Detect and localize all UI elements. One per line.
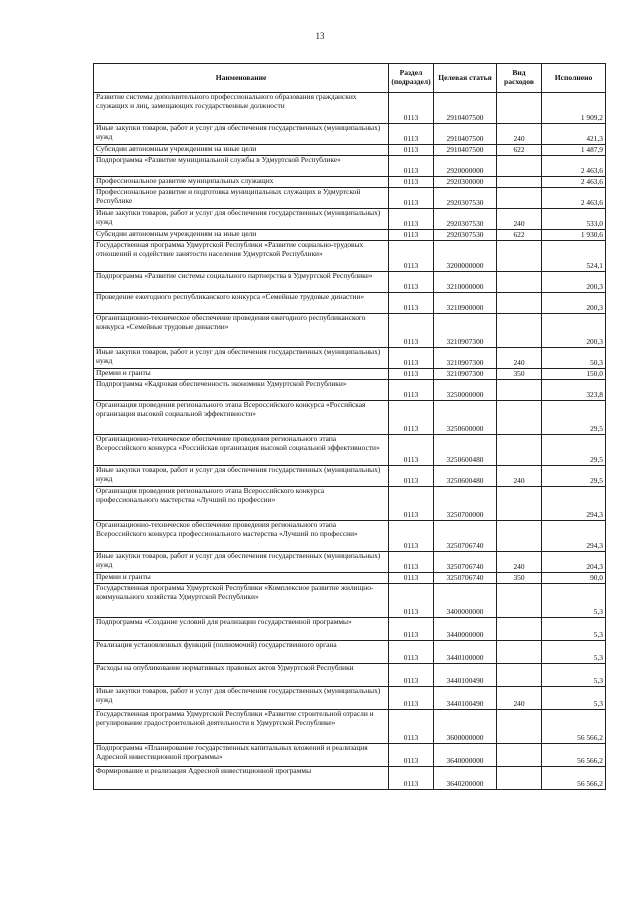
cell-executed: 5,3 bbox=[542, 618, 606, 641]
cell-executed: 5,3 bbox=[542, 641, 606, 664]
table-body bbox=[94, 93, 606, 790]
cell-executed: 1 909,2 bbox=[542, 93, 606, 124]
table-row bbox=[94, 188, 606, 209]
cell-article: 3210900000 bbox=[434, 293, 497, 314]
cell-section: 0113 bbox=[389, 401, 434, 435]
table-row bbox=[94, 687, 606, 710]
cell-article: 3440100490 bbox=[434, 664, 497, 687]
cell-article: 3250000000 bbox=[434, 380, 497, 401]
cell-article: 2910407500 bbox=[434, 145, 497, 156]
cell-expense-type bbox=[497, 241, 542, 272]
cell-section: 0113 bbox=[389, 93, 434, 124]
cell-article: 3600000000 bbox=[434, 710, 497, 744]
cell-section: 0113 bbox=[389, 552, 434, 573]
cell-article: 2920300000 bbox=[434, 177, 497, 188]
cell-expense-type bbox=[497, 641, 542, 664]
table-row bbox=[94, 767, 606, 790]
cell-expense-type: 240 bbox=[497, 466, 542, 487]
table-row bbox=[94, 145, 606, 156]
cell-section: 0113 bbox=[389, 521, 434, 552]
table-row bbox=[94, 466, 606, 487]
cell-executed: 29,5 bbox=[542, 435, 606, 466]
table-row bbox=[94, 401, 606, 435]
cell-name: Организационно-техническое обеспечение проведения регионального этапа Всероссийского конкурса «Российская организация высокой социальной эффективности» bbox=[94, 435, 389, 466]
table-row bbox=[94, 618, 606, 641]
cell-expense-type: 622 bbox=[497, 230, 542, 241]
cell-executed: 200,3 bbox=[542, 293, 606, 314]
table-row bbox=[94, 177, 606, 188]
cell-section: 0113 bbox=[389, 618, 434, 641]
cell-executed: 200,3 bbox=[542, 314, 606, 348]
cell-name: Подпрограмма «Планирование государственных капитальных вложений и реализация Адресной инвестиционной программы» bbox=[94, 744, 389, 767]
cell-article: 3250706740 bbox=[434, 552, 497, 573]
cell-name: Премии и гранты bbox=[94, 369, 389, 380]
cell-article: 2920000000 bbox=[434, 156, 497, 177]
table-row bbox=[94, 641, 606, 664]
cell-expense-type bbox=[497, 93, 542, 124]
cell-expense-type bbox=[497, 618, 542, 641]
cell-name: Иные закупки товаров, работ и услуг для обеспечения государственных (муниципальных) нужд bbox=[94, 687, 389, 710]
table-row bbox=[94, 487, 606, 521]
table-row bbox=[94, 744, 606, 767]
cell-name: Проведение ежегодного республиканского конкурса «Семейные трудовые династии» bbox=[94, 293, 389, 314]
cell-name: Подпрограмма «Развитие системы социального партнерства в Удмуртской Республике» bbox=[94, 272, 389, 293]
cell-article: 3250600480 bbox=[434, 435, 497, 466]
cell-executed: 5,3 bbox=[542, 664, 606, 687]
cell-name: Организация проведения регионального этапа Всероссийского конкурса профессионального мастерства «Лучший по профессии» bbox=[94, 487, 389, 521]
cell-executed: 2 463,6 bbox=[542, 188, 606, 209]
cell-section: 0113 bbox=[389, 664, 434, 687]
table-row bbox=[94, 293, 606, 314]
cell-executed: 533,0 bbox=[542, 209, 606, 230]
cell-expense-type: 240 bbox=[497, 209, 542, 230]
table-row bbox=[94, 380, 606, 401]
cell-section: 0113 bbox=[389, 156, 434, 177]
cell-section: 0113 bbox=[389, 124, 434, 145]
cell-expense-type: 350 bbox=[497, 573, 542, 584]
cell-expense-type bbox=[497, 744, 542, 767]
cell-executed: 50,3 bbox=[542, 348, 606, 369]
cell-executed: 5,3 bbox=[542, 584, 606, 618]
cell-name: Профессиональное развитие и подготовка муниципальных служащих в Удмуртской Республике bbox=[94, 188, 389, 209]
cell-name: Развитие системы дополнительного профессионального образования гражданских служащих и лиц, замещающих государственные должности bbox=[94, 93, 389, 124]
cell-section: 0113 bbox=[389, 230, 434, 241]
page-number: 13 bbox=[315, 31, 325, 41]
cell-executed: 294,3 bbox=[542, 521, 606, 552]
cell-section: 0113 bbox=[389, 584, 434, 618]
cell-name: Иные закупки товаров, работ и услуг для обеспечения государственных (муниципальных) нужд bbox=[94, 552, 389, 573]
header-section: Раздел (подраздел) bbox=[389, 64, 434, 93]
cell-executed: 56 566,2 bbox=[542, 744, 606, 767]
cell-executed: 524,1 bbox=[542, 241, 606, 272]
cell-name: Организация проведения регионального этапа Всероссийского конкурса «Российская организация высокой социальной эффективности» bbox=[94, 401, 389, 435]
cell-article: 3250600480 bbox=[434, 466, 497, 487]
cell-section: 0113 bbox=[389, 380, 434, 401]
table-row bbox=[94, 435, 606, 466]
cell-name: Реализация установленных функций (полномочий) государственного органа bbox=[94, 641, 389, 664]
cell-section: 0113 bbox=[389, 487, 434, 521]
cell-name: Государственная программа Удмуртской Республики «Развитие строительной отрасли и регулирование градостроительной деятельности в Удмуртской Республике» bbox=[94, 710, 389, 744]
cell-expense-type: 622 bbox=[497, 145, 542, 156]
cell-expense-type bbox=[497, 521, 542, 552]
table-row bbox=[94, 272, 606, 293]
header-name: Наименование bbox=[94, 64, 389, 93]
cell-section: 0113 bbox=[389, 369, 434, 380]
cell-article: 3440100490 bbox=[434, 687, 497, 710]
cell-section: 0113 bbox=[389, 209, 434, 230]
table-row bbox=[94, 552, 606, 573]
cell-executed: 150,0 bbox=[542, 369, 606, 380]
cell-name: Государственная программа Удмуртской Республики «Комплексное развитие жилищно-коммунального хозяйства Удмуртской Республики» bbox=[94, 584, 389, 618]
cell-article: 3210907300 bbox=[434, 314, 497, 348]
cell-article: 3210907300 bbox=[434, 369, 497, 380]
table-row bbox=[94, 230, 606, 241]
cell-section: 0113 bbox=[389, 641, 434, 664]
cell-expense-type bbox=[497, 435, 542, 466]
cell-executed: 29,5 bbox=[542, 401, 606, 435]
cell-section: 0113 bbox=[389, 293, 434, 314]
cell-expense-type: 350 bbox=[497, 369, 542, 380]
cell-expense-type bbox=[497, 188, 542, 209]
cell-name: Организационно-техническое обеспечение проведения ежегодного республиканского конкурса «Семейные трудовые династии» bbox=[94, 314, 389, 348]
table-header-row bbox=[94, 64, 606, 93]
table-row bbox=[94, 584, 606, 618]
cell-expense-type bbox=[497, 710, 542, 744]
cell-expense-type bbox=[497, 380, 542, 401]
cell-expense-type: 240 bbox=[497, 552, 542, 573]
cell-expense-type bbox=[497, 401, 542, 435]
header-executed: Исполнено bbox=[542, 64, 606, 93]
table-row bbox=[94, 156, 606, 177]
cell-expense-type bbox=[497, 584, 542, 618]
cell-expense-type bbox=[497, 177, 542, 188]
cell-name: Расходы на опубликование нормативных правовых актов Удмуртской Республики bbox=[94, 664, 389, 687]
cell-expense-type bbox=[497, 314, 542, 348]
table-row bbox=[94, 124, 606, 145]
cell-executed: 204,3 bbox=[542, 552, 606, 573]
table-row bbox=[94, 93, 606, 124]
cell-name: Иные закупки товаров, работ и услуг для обеспечения государственных (муниципальных) нужд bbox=[94, 124, 389, 145]
table-row bbox=[94, 369, 606, 380]
cell-section: 0113 bbox=[389, 348, 434, 369]
cell-name: Субсидии автономным учреждениям на иные цели bbox=[94, 145, 389, 156]
cell-executed: 1 487,9 bbox=[542, 145, 606, 156]
table-row bbox=[94, 348, 606, 369]
cell-section: 0113 bbox=[389, 687, 434, 710]
table-row bbox=[94, 314, 606, 348]
cell-expense-type bbox=[497, 272, 542, 293]
cell-name: Организационно-техническое обеспечение проведения регионального этапа Всероссийского конкурса профессионального мастерства «Лучший по профессии» bbox=[94, 521, 389, 552]
cell-article: 3250700000 bbox=[434, 487, 497, 521]
cell-name: Подпрограмма «Кадровая обеспеченность экономики Удмуртской Республики» bbox=[94, 380, 389, 401]
cell-name: Иные закупки товаров, работ и услуг для обеспечения государственных (муниципальных) нужд bbox=[94, 466, 389, 487]
cell-article: 2910407500 bbox=[434, 93, 497, 124]
cell-section: 0113 bbox=[389, 744, 434, 767]
cell-expense-type: 240 bbox=[497, 348, 542, 369]
cell-executed: 56 566,2 bbox=[542, 767, 606, 790]
cell-executed: 2 463,6 bbox=[542, 177, 606, 188]
cell-name: Подпрограмма «Развитие муниципальной службы в Удмуртской Республике» bbox=[94, 156, 389, 177]
cell-article: 3210000000 bbox=[434, 272, 497, 293]
table-row bbox=[94, 241, 606, 272]
cell-section: 0113 bbox=[389, 435, 434, 466]
cell-article: 3200000000 bbox=[434, 241, 497, 272]
cell-article: 3440000000 bbox=[434, 618, 497, 641]
cell-section: 0113 bbox=[389, 710, 434, 744]
cell-executed: 1 930,6 bbox=[542, 230, 606, 241]
cell-article: 2910407500 bbox=[434, 124, 497, 145]
cell-article: 2920307530 bbox=[434, 230, 497, 241]
table-row bbox=[94, 209, 606, 230]
cell-expense-type bbox=[497, 156, 542, 177]
table-row bbox=[94, 521, 606, 552]
table-row bbox=[94, 573, 606, 584]
cell-article: 3250600000 bbox=[434, 401, 497, 435]
cell-section: 0113 bbox=[389, 241, 434, 272]
cell-section: 0113 bbox=[389, 145, 434, 156]
cell-name: Премии и гранты bbox=[94, 573, 389, 584]
cell-section: 0113 bbox=[389, 466, 434, 487]
cell-executed: 90,0 bbox=[542, 573, 606, 584]
cell-name: Подпрограмма «Создание условий для реализации государственной программы» bbox=[94, 618, 389, 641]
cell-expense-type bbox=[497, 767, 542, 790]
cell-section: 0113 bbox=[389, 177, 434, 188]
cell-name: Иные закупки товаров, работ и услуг для обеспечения государственных (муниципальных) нужд bbox=[94, 209, 389, 230]
cell-article: 2920307530 bbox=[434, 188, 497, 209]
cell-executed: 2 463,6 bbox=[542, 156, 606, 177]
table-row bbox=[94, 664, 606, 687]
table-row bbox=[94, 710, 606, 744]
cell-executed: 294,3 bbox=[542, 487, 606, 521]
cell-section: 0113 bbox=[389, 188, 434, 209]
cell-name: Формирование и реализация Адресной инвестиционной программы bbox=[94, 767, 389, 790]
cell-name: Государственная программа Удмуртской Республики «Развитие социально-трудовых отношений и содействие занятости населения Удмуртской Республики» bbox=[94, 241, 389, 272]
header-article: Целевая статья bbox=[434, 64, 497, 93]
cell-executed: 29,5 bbox=[542, 466, 606, 487]
cell-name: Субсидии автономным учреждениям на иные цели bbox=[94, 230, 389, 241]
cell-section: 0113 bbox=[389, 767, 434, 790]
cell-article: 3210907300 bbox=[434, 348, 497, 369]
budget-execution-table bbox=[93, 63, 606, 790]
cell-section: 0113 bbox=[389, 314, 434, 348]
cell-article: 3640200000 bbox=[434, 767, 497, 790]
cell-article: 2920307530 bbox=[434, 209, 497, 230]
cell-name: Иные закупки товаров, работ и услуг для обеспечения государственных (муниципальных) нужд bbox=[94, 348, 389, 369]
cell-executed: 323,8 bbox=[542, 380, 606, 401]
cell-expense-type: 240 bbox=[497, 124, 542, 145]
cell-article: 3250706740 bbox=[434, 521, 497, 552]
cell-executed: 421,3 bbox=[542, 124, 606, 145]
cell-section: 0113 bbox=[389, 272, 434, 293]
cell-section: 0113 bbox=[389, 573, 434, 584]
cell-expense-type bbox=[497, 293, 542, 314]
cell-article: 3440100000 bbox=[434, 641, 497, 664]
cell-executed: 200,3 bbox=[542, 272, 606, 293]
cell-executed: 56 566,2 bbox=[542, 710, 606, 744]
header-expense-type: Вид расходов bbox=[497, 64, 542, 93]
cell-expense-type bbox=[497, 664, 542, 687]
cell-article: 3250706740 bbox=[434, 573, 497, 584]
cell-article: 3640000000 bbox=[434, 744, 497, 767]
cell-executed: 5,3 bbox=[542, 687, 606, 710]
cell-name: Профессиональное развитие муниципальных служащих bbox=[94, 177, 389, 188]
cell-expense-type: 240 bbox=[497, 687, 542, 710]
cell-article: 3400000000 bbox=[434, 584, 497, 618]
cell-expense-type bbox=[497, 487, 542, 521]
